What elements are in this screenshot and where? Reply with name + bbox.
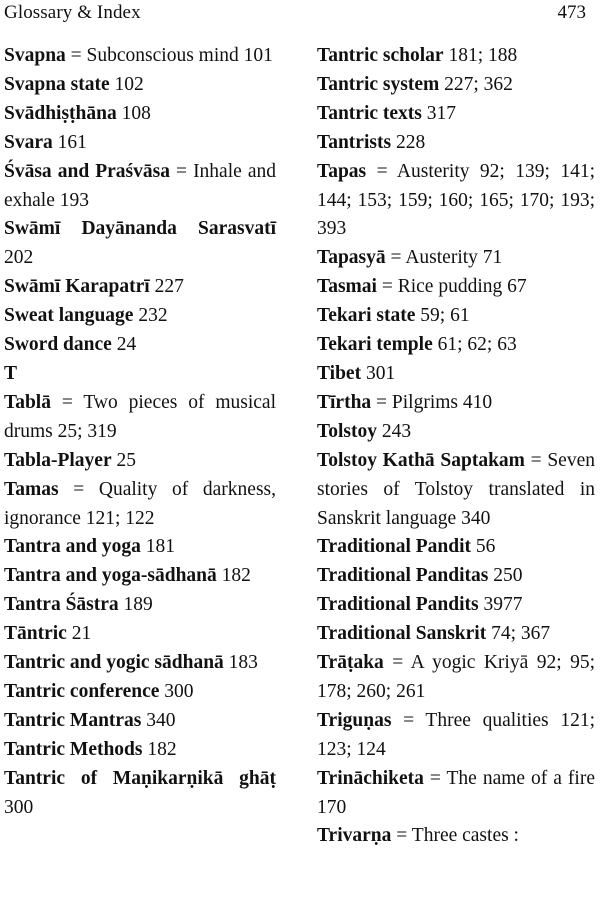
index-gloss: = Austerity [385, 247, 478, 269]
index-gloss: = Quality of darkness, ignorance [4, 478, 276, 529]
index-term: Tapasyā [317, 247, 386, 269]
index-term: Tolstoy [317, 420, 377, 442]
index-entry [317, 562, 595, 591]
index-entry [4, 476, 276, 534]
index-term: Svādhiṣṭhāna [4, 102, 117, 124]
index-page-refs: 300 [4, 796, 34, 818]
index-entry [4, 273, 276, 302]
index-term: Tantric conference [4, 680, 160, 702]
index-entry [317, 244, 595, 273]
index-term: Traditional Pandit [317, 536, 472, 558]
index-term: Tapas [317, 160, 367, 182]
index-entry [4, 129, 276, 158]
index-entry [317, 100, 595, 129]
index-entry [4, 765, 276, 823]
index-entry [317, 591, 595, 620]
index-gloss: = The name of a fire [423, 767, 595, 789]
index-page-refs: 21 [66, 623, 92, 645]
index-page-refs: 24 [111, 334, 137, 356]
index-term: Śvāsa and Praśvāsa [4, 160, 170, 182]
index-entry [4, 591, 276, 620]
index-term: T [4, 362, 18, 384]
index-entry [4, 736, 276, 765]
index-term: Trināchiketa [317, 767, 424, 789]
index-entry [4, 71, 276, 100]
index-term: Tamas [4, 478, 59, 500]
index-page-refs: 102 [109, 73, 144, 95]
index-entry [4, 360, 276, 389]
index-page-refs: 243 [376, 420, 412, 442]
index-page-refs: 161 [52, 131, 87, 153]
index-entry [317, 620, 595, 649]
index-page-refs: 181 [140, 536, 176, 558]
index-page-refs: 25; 319 [52, 420, 117, 442]
index-page-refs: 232 [133, 305, 168, 327]
index-page-refs: 340 [456, 507, 491, 529]
index-gloss: = Three castes : [391, 825, 519, 847]
index-entry [4, 649, 276, 678]
index-entry [4, 302, 276, 331]
index-entry [317, 533, 595, 562]
index-page-refs: 181; 188 [443, 45, 518, 66]
index-page-refs: 410 [458, 391, 493, 413]
index-term: Tantra and yoga [4, 536, 141, 558]
index-term: Tantric texts [317, 102, 422, 124]
index-gloss: = Pilgrims [371, 391, 459, 413]
running-head: Glossary & Index [4, 2, 141, 23]
index-gloss: = Seven stories of Tolstoy translated in Sanskrit language [317, 449, 595, 529]
index-page-refs: 250 [488, 565, 523, 587]
index-page-refs: 92; 95; 178; 260; 261 [317, 652, 595, 702]
index-entry [4, 215, 276, 273]
index-page-refs: 121; 123; 124 [317, 709, 595, 760]
index-gloss: = Three qualities [391, 709, 549, 731]
index-page-refs: 25 [111, 449, 136, 471]
index-term: Tāntric [4, 623, 67, 645]
index-entry [317, 822, 595, 851]
index-page-refs: 92; 139; 141; 144; 153; 159; 160; 165; 170; 193; 393 [317, 160, 595, 240]
index-entry [317, 765, 595, 823]
index-entry [317, 158, 595, 245]
page-number: 473 [557, 2, 586, 23]
index-term: Tantra and yoga-sādhanā [4, 565, 217, 587]
index-term: Tīrtha [317, 391, 372, 413]
index-page-refs: 317 [421, 102, 457, 124]
index-entry [4, 533, 276, 562]
index-page-refs: 300 [159, 680, 194, 702]
index-page-refs: 121; 122 [80, 507, 155, 529]
index-entry [317, 389, 595, 418]
index-page-refs: 67 [502, 276, 527, 298]
index-page-refs: 56 [471, 536, 496, 558]
index-term: Trāṭaka [317, 652, 384, 674]
index-entry [317, 273, 595, 302]
index-entry [317, 418, 595, 447]
index-entry [4, 707, 276, 736]
index-entry [317, 331, 595, 360]
index-page-refs: 202 [4, 247, 34, 269]
index-term: Tekari state [317, 305, 416, 327]
index-gloss: = Subconscious mind [65, 45, 239, 66]
index-page-refs: 101 [238, 45, 273, 66]
index-gloss: = Austerity [366, 160, 470, 182]
index-term: Svapna [4, 45, 66, 66]
index-term: Sword dance [4, 334, 112, 356]
index-entry [4, 42, 276, 71]
index-page-refs: 170 [317, 796, 347, 818]
index-entry [4, 678, 276, 707]
index-term: Tablā [4, 391, 51, 413]
index-page-refs: 74; 367 [486, 623, 551, 645]
index-term: Tibet [317, 362, 362, 384]
index-entry [4, 447, 276, 476]
index-term: Svapna state [4, 73, 110, 95]
index-page-refs: 227 [149, 276, 184, 298]
index-term: Traditional Pandits [317, 594, 479, 616]
index-term: Svara [4, 131, 53, 153]
index-entry [317, 42, 595, 71]
index-entry [4, 158, 276, 216]
index-entry [317, 447, 595, 534]
index-page-refs: 59; 61 [415, 305, 470, 327]
index-page-refs: 182 [142, 738, 177, 760]
index-page-refs: 227; 362 [439, 73, 513, 95]
index-entry [4, 100, 276, 129]
index-page-refs: 183 [223, 652, 258, 674]
index-term: Tabla-Player [4, 449, 112, 471]
index-term: Trivarṇa [317, 825, 392, 847]
index-entry [4, 620, 276, 649]
index-page-refs: 61; 62; 63 [432, 334, 517, 356]
index-page-refs: 182 [216, 565, 251, 587]
index-entry [317, 71, 595, 100]
index-term: Tantra Śāstra [4, 594, 119, 616]
index-term: Traditional Panditas [317, 565, 489, 587]
index-page-refs: 340 [141, 709, 176, 731]
index-entry [317, 302, 595, 331]
index-gloss: = Rice pudding [376, 276, 503, 298]
index-page-refs: 301 [361, 362, 396, 384]
index-column-right [317, 42, 595, 851]
index-term: Sweat language [4, 305, 134, 327]
index-term: Traditional Sanskrit [317, 623, 487, 645]
index-entry [317, 707, 595, 765]
index-term: Tolstoy Kathā Saptakam [317, 449, 525, 471]
index-term: Tantric Methods [4, 738, 143, 760]
index-term: Tasmai [317, 276, 377, 298]
index-term: Tantric scholar [317, 45, 444, 66]
index-gloss: = Inhale and exhale [4, 160, 276, 211]
index-page-refs: 189 [118, 594, 153, 616]
index-term: Swāmī Karapatrī [4, 276, 150, 298]
index-term: Tantric Mantras [4, 709, 142, 731]
index-entry [317, 129, 595, 158]
index-term: Tantrists [317, 131, 392, 153]
index-page-refs: 108 [116, 102, 151, 124]
index-page-refs: 193 [54, 189, 90, 211]
index-gloss: = Two pieces of musical drums [4, 391, 276, 442]
index-entry [317, 649, 595, 707]
index-gloss: = A yogic Kriyā [383, 652, 529, 674]
index-term: Swāmī Dayānanda Sarasvatī [4, 218, 276, 240]
index-term: Tantric system [317, 73, 440, 95]
index-entry [317, 360, 595, 389]
index-term: Tantric and yogic sādhanā [4, 652, 224, 674]
index-entry [4, 389, 276, 447]
index-page-refs: 71 [477, 247, 503, 269]
index-entry [4, 331, 276, 360]
index-page-refs: 3977 [478, 594, 523, 616]
index-entry [4, 562, 276, 591]
index-page-refs: 228 [391, 131, 426, 153]
index-term: Triguṇas [317, 709, 392, 731]
index-term: Tantric of Maṇikarṇikā ghāṭ [4, 767, 276, 789]
index-term: Tekari temple [317, 334, 433, 356]
index-column-left [4, 42, 276, 822]
